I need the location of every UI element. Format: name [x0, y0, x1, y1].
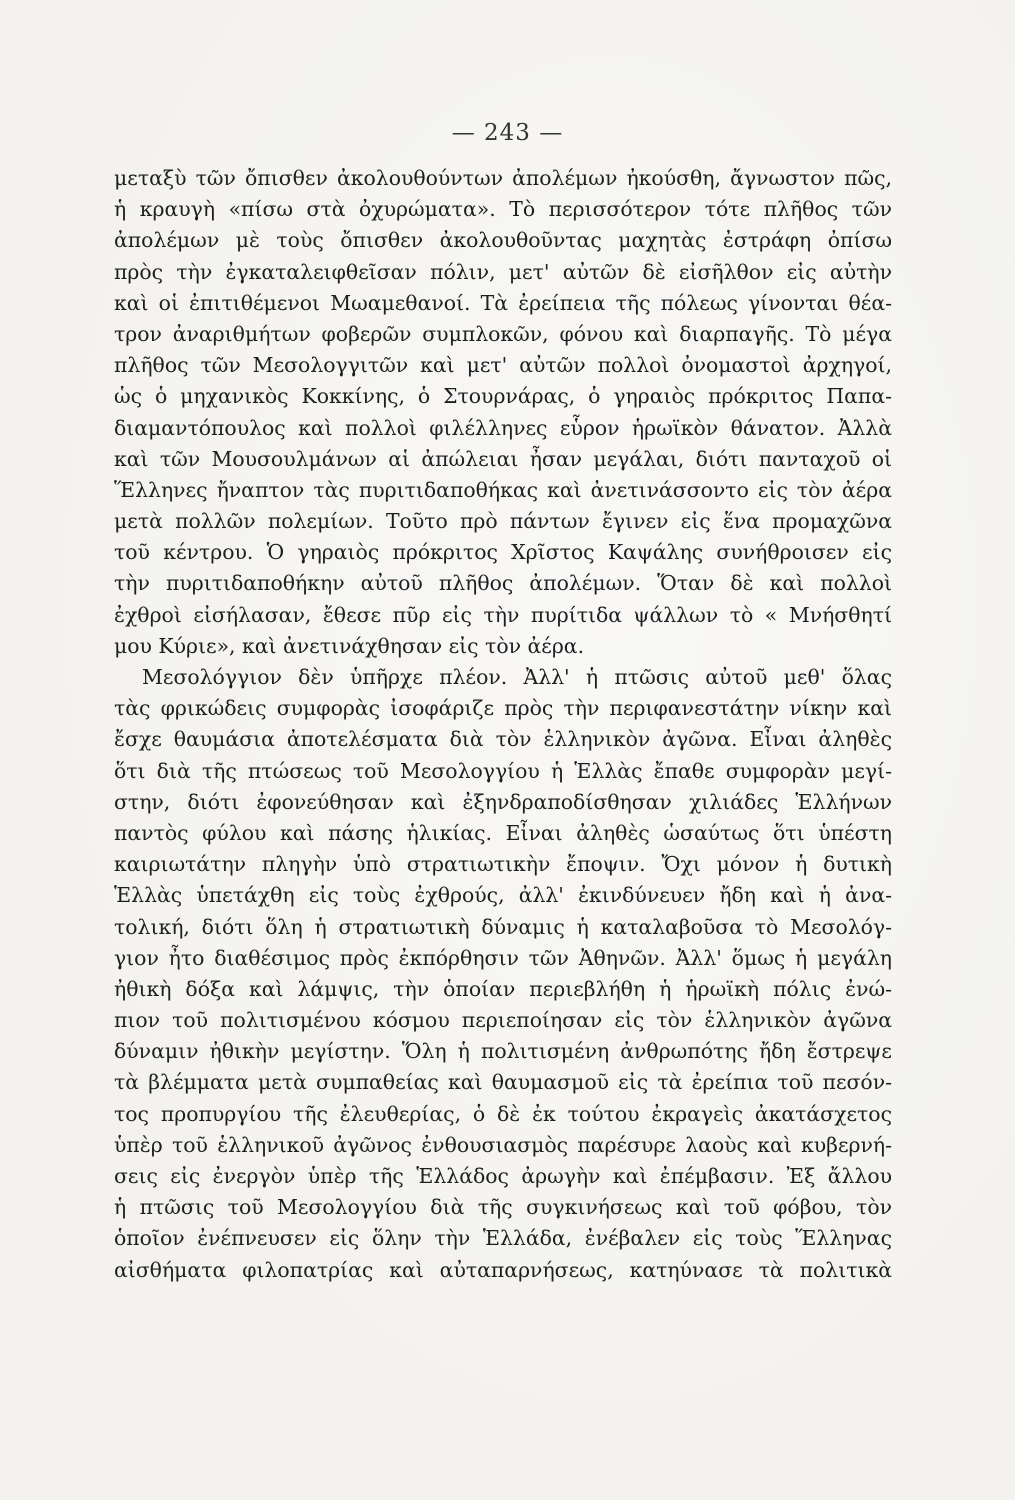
text-line: ὡς ὁ μηχανικὸς Κοκκίνης, ὁ Στουρνάρας, ὁ γηραιὸς πρόκριτος Παπα- [114, 384, 892, 409]
text-line: ἔσχε θαυμάσια ἀποτελέσματα διὰ τὸν ἑλληνικὸν ἀγῶνα. Εἶναι ἀληθὲς [114, 727, 892, 752]
text-line: ἐχθροὶ εἰσήλασαν, ἔθεσε πῦρ εἰς τὴν πυρίτιδα ψάλλων τὸ « Μνήσθητί [114, 602, 892, 627]
text-line: τοῦ κέντρου. Ὁ γηραιὸς πρόκριτος Χρῖστος Καψάλης συνήθροισεν εἰς [114, 540, 892, 565]
text-line: καὶ τῶν Μουσουλμάνων αἱ ἀπώλειαι ἦσαν μεγάλαι, διότι πανταχοῦ οἱ [114, 446, 892, 471]
text-line: τὴν πυριτιδαποθήκην αὐτοῦ πλῆθος ἀπολέμων. Ὅταν δὲ καὶ πολλοὶ [114, 571, 892, 596]
text-line: σεις εἰς ἐνεργὸν ὑπὲρ τῆς Ἑλλάδος ἀρωγὴν καὶ ἐπέμβασιν. Ἐξ ἄλλου [114, 1164, 892, 1188]
text-line: Μεσολόγγιον δὲν ὑπῆρχε πλέον. Ἀλλ' ἡ πτῶσις αὐτοῦ μεθ' ὅλας [142, 665, 892, 689]
text-line: πλῆθος τῶν Μεσολογγιτῶν καὶ μετ' αὐτῶν πολλοὶ ὀνομαστοὶ ἀρχηγοί, [114, 353, 892, 378]
text-line: καὶ οἱ ἐπιτιθέμενοι Μωαμεθανοί. Τὰ ἐρείπεια τῆς πόλεως γίνονται θέα- [114, 290, 892, 315]
body-text [114, 163, 892, 1317]
text-line: πρὸς τὴν ἐγκαταλειφθεῖσαν πόλιν, μετ' αὐτῶν δὲ εἰσῆλθον εἰς αὐτὴν [114, 259, 892, 284]
text-line: γιον ἦτο διαθέσιμος πρὸς ἐκπόρθησιν τῶν Ἀθηνῶν. Ἀλλ' ὅμως ἡ μεγάλη [114, 945, 892, 970]
page-number: — 243 — [451, 120, 564, 146]
text-line: στην, διότι ἐφονεύθησαν καὶ ἐξηνδραποδίσθησαν χιλιάδες Ἑλλήνων [114, 789, 892, 814]
text-line: ἠθικὴ δόξα καὶ λάμψις, τὴν ὁποίαν περιεβλήθη ἡ ἡρωϊκὴ πόλις ἐνώ- [114, 976, 892, 1001]
text-line: ἡ πτῶσις τοῦ Μεσολογγίου διὰ τῆς συγκινήσεως καὶ τοῦ φόβου, τὸν [114, 1195, 892, 1220]
text-line: ὁποῖον ἐνέπνευσεν εἰς ὅλην τὴν Ἑλλάδα, ἐνέβαλεν εἰς τοὺς Ἕλληνας [114, 1226, 892, 1251]
text-line: ἀπολέμων μὲ τοὺς ὄπισθεν ἀκολουθοῦντας μαχητὰς ἐστράφη ὀπίσω [114, 228, 892, 253]
text-line: τρον ἀναριθμήτων φοβερῶν συμπλοκῶν, φόνου καὶ διαρπαγῆς. Τὸ μέγα [114, 321, 892, 346]
text-line: μετὰ πολλῶν πολεμίων. Τοῦτο πρὸ πάντων ἔγινεν εἰς ἕνα προμαχῶνα [114, 509, 892, 534]
text-line: Ἕλληνες ἤναπτον τὰς πυριτιδαποθήκας καὶ ἀνετινάσσοντο εἰς τὸν ἀέρα [114, 477, 892, 502]
text-line [114, 1286, 892, 1317]
text-line: αἰσθήματα φιλοπατρίας καὶ αὐταπαρνήσεως, κατηύνασε τὰ πολιτικὰ [114, 1257, 892, 1282]
text-line: διαμαντόπουλος καὶ πολλοὶ φιλέλληνες εὗρον ἡρωϊκὸν θάνατον. Ἀλλὰ [114, 415, 892, 440]
text-line: ὅτι διὰ τῆς πτώσεως τοῦ Μεσολογγίου ἡ Ἑλλὰς ἔπαθε συμφορὰν μεγί- [114, 758, 892, 783]
text-line: μου Κύριε», καὶ ἀνετινάχθησαν εἰς τὸν ἀέρα. [114, 633, 585, 658]
text-line: καιριωτάτην πληγὴν ὑπὸ στρατιωτικὴν ἔποψιν. Ὄχι μόνον ἡ δυτικὴ [114, 852, 892, 877]
text-line: Ἑλλὰς ὑπετάχθη εἰς τοὺς ἐχθρούς, ἀλλ' ἐκινδύνευεν ἤδη καὶ ἡ ἀνα- [114, 883, 892, 908]
text-line: ἡ κραυγὴ «πίσω στὰ ὀχυρώματα». Τὸ περισσότερον τότε πλῆθος τῶν [114, 197, 892, 222]
text-line: τὰ βλέμματα μετὰ συμπαθείας καὶ θαυμασμοῦ εἰς τὰ ἐρείπια τοῦ πεσόν- [114, 1070, 892, 1095]
text-line: πιον τοῦ πολιτισμένου κόσμου περιεποίησαν εἰς τὸν ἑλληνικὸν ἀγῶνα [114, 1008, 892, 1033]
text-line: δύναμιν ἠθικὴν μεγίστην. Ὅλη ἡ πολιτισμένη ἀνθρωπότης ἤδη ἔστρεψε [114, 1039, 892, 1064]
text-line: τος προπυργίου τῆς ἐλευθερίας, ὁ δὲ ἐκ τούτου ἐκραγεὶς ἀκατάσχετος [114, 1101, 892, 1126]
text-line: ὑπὲρ τοῦ ἑλληνικοῦ ἀγῶνος ἐνθουσιασμὸς παρέσυρε λαοὺς καὶ κυβερνή- [114, 1132, 892, 1157]
text-line: μεταξὺ τῶν ὄπισθεν ἀκολουθούντων ἀπολέμων ἠκούσθη, ἄγνωστον πῶς, [114, 166, 892, 190]
text-line: παντὸς φύλου καὶ πάσης ἡλικίας. Εἶναι ἀληθὲς ὡσαύτως ὅτι ὑπέστη [114, 820, 892, 845]
text-line: τὰς φρικώδεις συμφορὰς ἰσοφάριζε πρὸς τὴν περιφανεστάτην νίκην καὶ [114, 696, 892, 721]
text-line: τολική, διότι ὅλη ἡ στρατιωτικὴ δύναμις ἡ καταλαβοῦσα τὸ Μεσολόγ- [114, 914, 892, 939]
